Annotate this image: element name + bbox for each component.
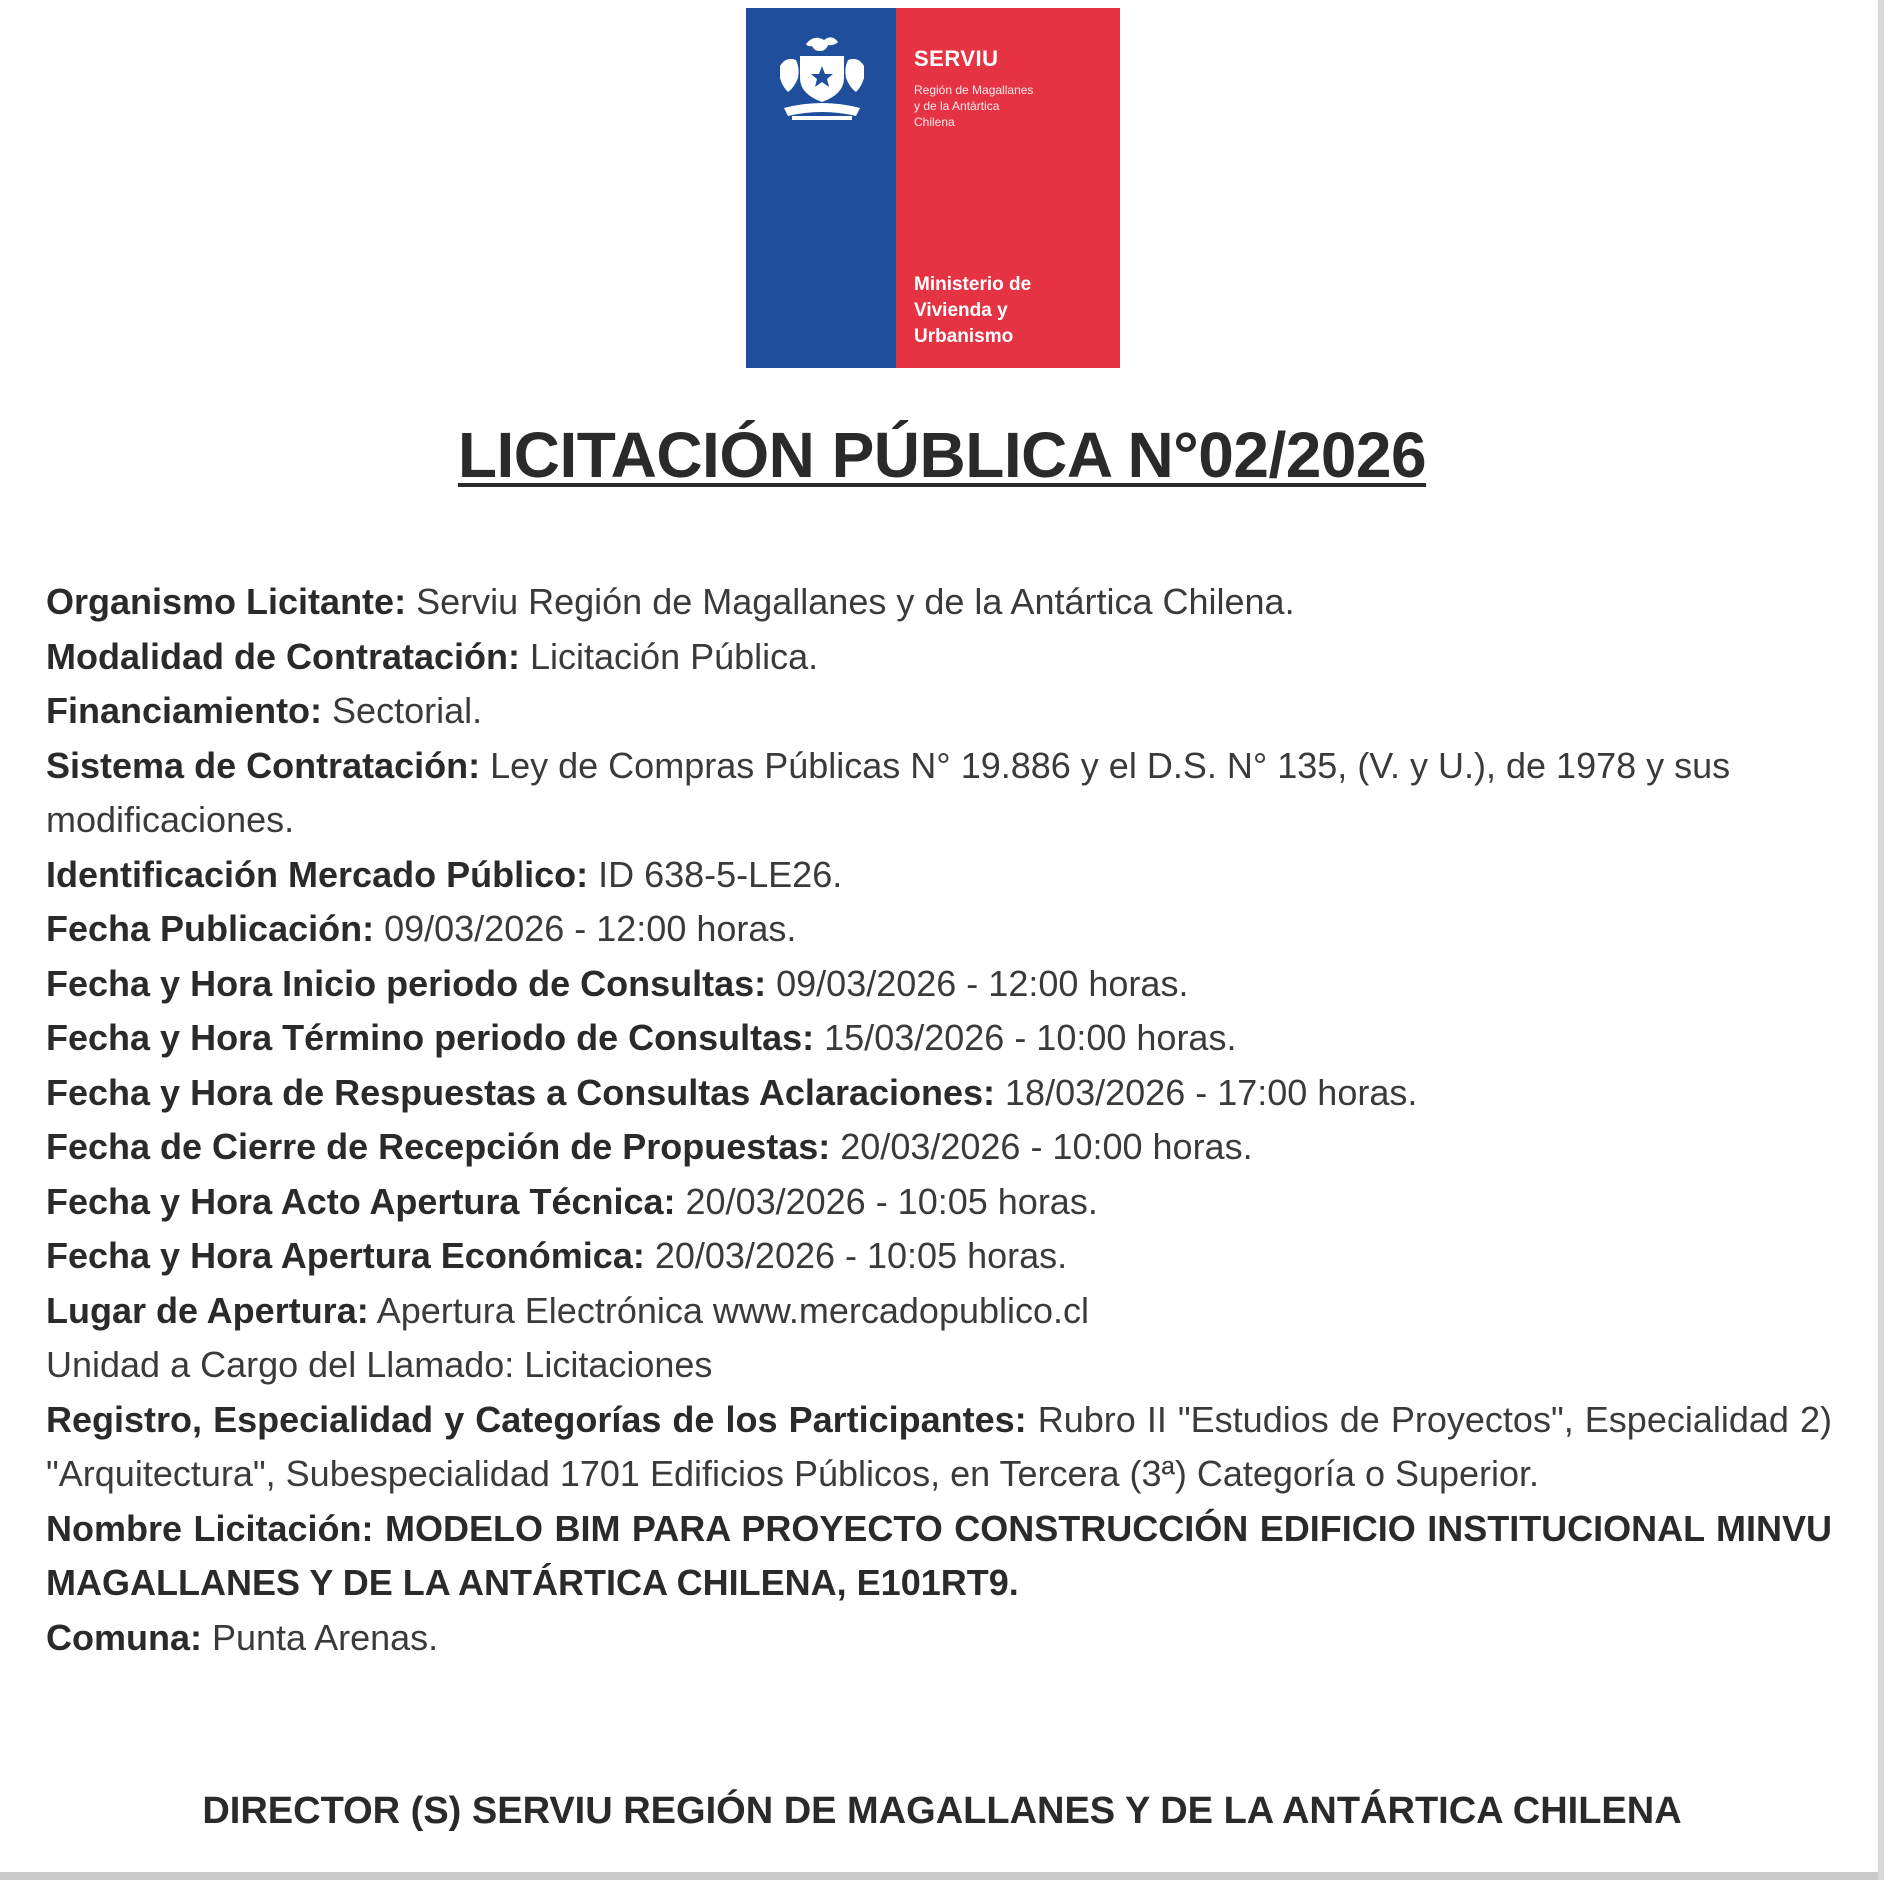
logo-blue-panel <box>746 8 896 368</box>
notice-body <box>46 575 1832 1665</box>
field-termino-consultas <box>46 1011 1832 1066</box>
field-value: 20/03/2026 - 10:05 horas. <box>675 1180 1098 1222</box>
field-comuna <box>46 1611 1832 1666</box>
field-value: Sectorial. <box>322 690 483 731</box>
field-nombre <box>46 1502 1832 1611</box>
field-organismo <box>46 575 1832 630</box>
field-value: Unidad a Cargo del Llamado: Licitaciones <box>46 1344 713 1385</box>
serviu-logo <box>746 8 1120 368</box>
field-label: Financiamiento: <box>46 690 323 731</box>
coat-of-arms-icon <box>770 26 874 130</box>
field-value: 15/03/2026 - 10:00 horas. <box>814 1017 1237 1058</box>
field-label: Fecha y Hora Acto Apertura Técnica: <box>46 1180 676 1222</box>
field-label: Fecha y Hora Término periodo de Consultas: <box>46 1017 815 1058</box>
field-unidad <box>46 1338 1832 1393</box>
field-label: Comuna: <box>46 1616 202 1658</box>
right-border <box>1878 0 1884 1880</box>
field-label: Fecha de Cierre de Recepción de Propuestas: <box>46 1126 831 1167</box>
logo-ministry-text: Ministerio de Vivienda y Urbanismo <box>914 274 1032 347</box>
page-title <box>0 418 1884 492</box>
logo-agency-name: SERVIU <box>914 46 999 71</box>
field-fecha-publicacion <box>46 902 1832 957</box>
field-financiamiento <box>46 684 1832 739</box>
field-respuestas <box>46 1066 1832 1121</box>
logo-region-text: Región de Magallanes y de la Antártica Chilena <box>914 83 1034 129</box>
field-inicio-consultas <box>46 957 1832 1012</box>
field-label: Organismo Licitante: <box>46 581 407 622</box>
field-label: Modalidad de Contratación: <box>46 635 521 677</box>
field-label: Fecha y Hora Inicio periodo de Consultas: <box>46 962 767 1004</box>
field-lugar <box>46 1284 1832 1339</box>
field-value: Licitación Pública. <box>520 635 819 677</box>
field-label: Nombre Licitación: <box>46 1507 374 1549</box>
field-label: Fecha Publicación: <box>46 908 375 949</box>
field-value: 09/03/2026 - 12:00 horas. <box>374 908 797 949</box>
field-value: 20/03/2026 - 10:00 horas. <box>830 1126 1253 1167</box>
bottom-border <box>0 1872 1884 1880</box>
field-value: 09/03/2026 - 12:00 horas. <box>766 962 1189 1004</box>
field-identificacion <box>46 848 1832 903</box>
field-value: MODELO BIM PARA PROYECTO CONSTRUCCIÓN EDIFICIO INSTITUCIONAL MINVU MAGALLANES Y DE LA ANTÁRTICA CHILENA, E101RT9. <box>46 1507 1832 1603</box>
field-registro <box>46 1393 1832 1502</box>
field-value: Ley de Compras Públicas N° 19.886 y el D.S. N° 135, (V. y U.), de 1978 y sus modificaciones. <box>46 744 1731 840</box>
field-value: 18/03/2026 - 17:00 horas. <box>995 1071 1418 1113</box>
field-apertura-tecnica <box>46 1175 1832 1230</box>
field-value: Rubro II "Estudios de Proyectos", Especialidad 2) "Arquitectura", Subespecialidad 1701 Edificios Públicos, en Tercera (3ª) Categoría o Superior. <box>46 1398 1832 1494</box>
field-label: Sistema de Contratación: <box>46 744 481 786</box>
field-apertura-economica <box>46 1229 1832 1284</box>
field-cierre <box>46 1120 1832 1175</box>
field-value: ID 638-5-LE26. <box>588 853 843 895</box>
signature-footer: DIRECTOR (S) SERVIU REGIÓN DE MAGALLANES Y DE LA ANTÁRTICA CHILENA <box>202 1790 1682 1832</box>
field-sistema <box>46 739 1832 848</box>
field-label: Lugar de Apertura: <box>46 1289 369 1331</box>
field-label: Registro, Especialidad y Categorías de los Participantes: <box>46 1398 1027 1440</box>
page-title-text: LICITACIÓN PÚBLICA N°02/2026 <box>457 419 1427 491</box>
field-value: Apertura Electrónica www.mercadopublico.cl <box>368 1289 1090 1331</box>
field-label: Fecha y Hora Apertura Económica: <box>46 1235 645 1276</box>
field-label: Fecha y Hora de Respuestas a Consultas Aclaraciones: <box>46 1071 996 1113</box>
field-modalidad <box>46 630 1832 685</box>
field-value: 20/03/2026 - 10:05 horas. <box>644 1235 1068 1276</box>
field-value: Serviu Región de Magallanes y de la Antártica Chilena. <box>406 581 1295 622</box>
field-value: Punta Arenas. <box>202 1616 439 1658</box>
field-label: Identificación Mercado Público: <box>46 853 589 895</box>
